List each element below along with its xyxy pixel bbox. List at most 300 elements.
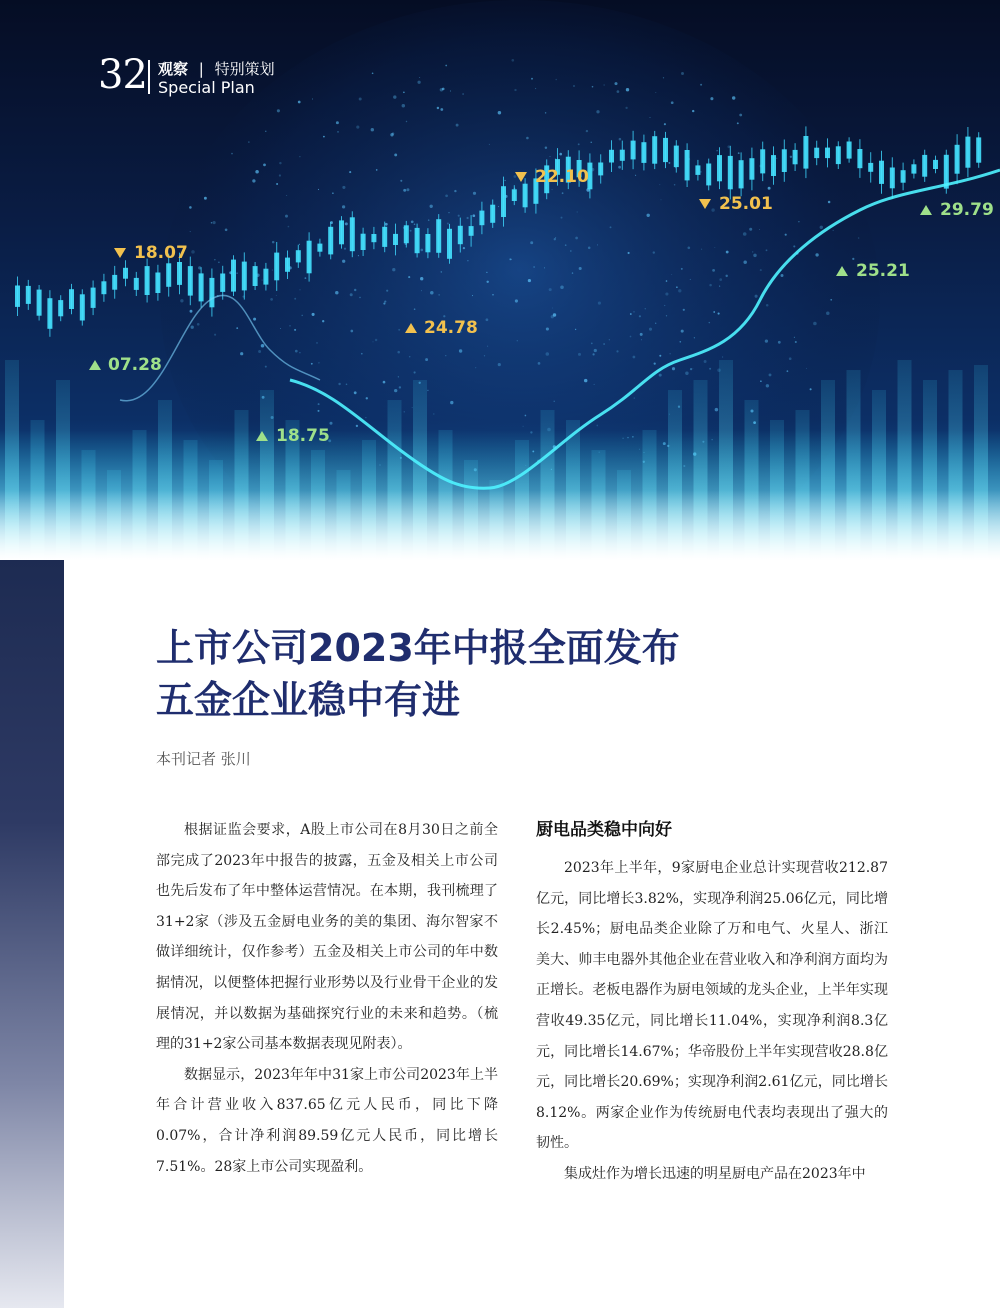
globe-dot <box>517 340 518 341</box>
globe-dot <box>428 219 430 221</box>
globe-dot <box>645 308 646 309</box>
globe-dot <box>311 363 313 365</box>
candle-body <box>469 226 474 236</box>
globe-dot <box>486 318 489 321</box>
globe-dot <box>218 261 220 263</box>
globe-dot <box>509 258 511 260</box>
globe-dot <box>433 413 434 414</box>
globe-dot <box>484 355 485 356</box>
globe-dot <box>402 104 405 107</box>
candle-body <box>976 137 981 162</box>
globe-dot <box>356 126 359 129</box>
globe-dot <box>486 272 487 273</box>
globe-dot <box>498 111 501 114</box>
globe-dot <box>332 192 334 194</box>
globe-dot <box>650 117 651 118</box>
globe-dot <box>668 162 670 164</box>
globe-dot <box>852 258 854 260</box>
candle-body <box>404 225 409 243</box>
globe-dot <box>263 164 266 167</box>
globe-dot <box>670 353 671 354</box>
globe-dot <box>681 330 684 333</box>
globe-dot <box>473 192 476 195</box>
globe-dot <box>298 101 301 104</box>
up-arrow-icon <box>89 360 101 370</box>
globe-dot <box>766 384 769 387</box>
globe-dot <box>322 320 324 322</box>
globe-dot <box>454 190 456 192</box>
globe-dot <box>515 299 518 302</box>
globe-dot <box>671 274 672 275</box>
globe-dot <box>190 231 191 232</box>
globe-dot <box>525 415 527 417</box>
price-label: 18.07 <box>134 243 188 263</box>
globe-dot <box>572 272 573 273</box>
article-title <box>156 622 680 726</box>
candle-body <box>760 149 765 173</box>
globe-dot <box>766 249 768 251</box>
candle-body <box>652 136 657 164</box>
globe-dot <box>591 343 593 345</box>
globe-dot <box>450 91 451 92</box>
candle-body <box>857 149 862 168</box>
candle-body <box>685 150 690 180</box>
globe-dot <box>641 339 642 340</box>
globe-dot <box>392 132 395 135</box>
globe-dot <box>526 137 529 140</box>
candle-body <box>296 250 301 262</box>
candle-body <box>80 294 85 320</box>
globe-dot <box>406 121 407 122</box>
globe-dot <box>755 295 758 298</box>
globe-dot <box>318 362 320 364</box>
globe-dot <box>787 370 789 372</box>
globe-dot <box>240 352 243 355</box>
globe-dot <box>596 425 598 427</box>
globe-dot <box>489 144 490 145</box>
globe-dot <box>487 346 488 347</box>
globe-dot <box>299 244 300 245</box>
globe-dot <box>671 101 674 104</box>
globe-dot <box>630 313 632 315</box>
globe-dot <box>594 384 595 385</box>
globe-dot <box>815 253 818 256</box>
globe-dot <box>440 108 443 111</box>
candle-body <box>37 290 42 316</box>
globe-dot <box>727 145 730 148</box>
candle-body <box>955 145 960 174</box>
globe-dot <box>603 343 605 345</box>
globe-dot <box>404 411 405 412</box>
globe-dot <box>584 379 587 382</box>
globe-dot <box>551 189 552 190</box>
globe-dot <box>760 269 762 271</box>
candle-body <box>749 158 754 180</box>
candle-body <box>717 155 722 181</box>
candle-body <box>231 260 236 292</box>
globe-dot <box>715 408 719 412</box>
hero-graphic <box>0 0 1000 560</box>
globe-dot <box>586 130 588 132</box>
globe-dot <box>743 260 746 263</box>
globe-dot <box>437 107 439 109</box>
article-byline: 本刊记者 张川 <box>156 750 251 768</box>
candle-body <box>134 278 139 290</box>
globe-dot <box>676 286 678 288</box>
candle-body <box>101 281 106 294</box>
globe-dot <box>626 88 629 91</box>
globe-dot <box>397 351 400 354</box>
globe-dot <box>781 274 784 277</box>
globe-dot <box>350 293 353 296</box>
article-title-line1: 上市公司2023年中报全面发布 <box>156 626 680 670</box>
globe-dot <box>349 171 351 173</box>
globe-dot <box>345 222 348 225</box>
globe-dot <box>753 254 756 257</box>
header-divider <box>148 60 150 94</box>
candle-body <box>706 164 711 186</box>
candle-body <box>155 273 160 294</box>
globe-dot <box>719 278 722 281</box>
globe-dot <box>312 313 315 316</box>
globe-dot <box>717 150 718 151</box>
globe-dot <box>371 128 374 131</box>
globe-dot <box>665 292 668 295</box>
globe-dot <box>337 131 338 132</box>
candle-body <box>69 289 74 309</box>
globe-dot <box>365 417 366 418</box>
globe-dot <box>191 250 195 254</box>
globe-dot <box>358 255 359 256</box>
globe-dot <box>301 315 303 317</box>
globe-dot <box>279 174 281 176</box>
globe-dot <box>561 217 563 219</box>
up-arrow-icon <box>920 205 932 215</box>
globe-dot <box>551 315 554 318</box>
globe-dot <box>759 229 760 230</box>
globe-dot <box>530 241 533 244</box>
candle-body <box>598 163 603 176</box>
globe-dot <box>701 249 702 250</box>
candle-body <box>523 184 528 208</box>
candle-body <box>609 150 614 163</box>
article-column-left <box>156 815 498 1182</box>
globe-dot <box>554 401 555 402</box>
globe-dot <box>628 252 630 254</box>
globe-dot <box>640 333 643 336</box>
globe-dot <box>261 344 265 348</box>
candle-body <box>501 186 506 217</box>
globe-dot <box>655 323 656 324</box>
globe-dot <box>294 298 296 300</box>
globe-dot <box>678 289 681 292</box>
candle-body <box>911 164 916 173</box>
globe-dot <box>555 79 557 81</box>
globe-dot <box>299 352 301 354</box>
globe-dot <box>768 187 771 190</box>
globe-dot <box>384 301 386 303</box>
globe-dot <box>304 277 306 279</box>
globe-dot <box>213 221 216 224</box>
globe-dot <box>272 241 275 244</box>
globe-dot <box>225 228 228 231</box>
candle-body <box>771 155 776 176</box>
globe-dot <box>549 288 552 291</box>
paragraph: 数据显示，2023年年中31家上市公司2023年上半年合计营业收入837.65亿元人民币，同比下降0.07%，合计净利润89.59亿元人民币，同比增长7.51%。28家上市公司实现盈利。 <box>156 1066 498 1175</box>
globe-dot <box>344 248 346 250</box>
globe-dot <box>252 179 255 182</box>
globe-dot <box>318 189 319 190</box>
globe-dot <box>354 391 357 394</box>
hero-fade <box>0 490 1000 560</box>
globe-dot <box>411 220 414 223</box>
candle-body <box>965 137 970 168</box>
globe-dot <box>265 131 266 132</box>
candle-body <box>674 146 679 168</box>
globe-dot <box>790 156 792 158</box>
globe-dot <box>546 352 550 356</box>
globe-dot <box>400 180 402 182</box>
globe-dot <box>655 92 656 93</box>
globe-dot <box>528 279 531 282</box>
globe-dot <box>338 383 340 385</box>
globe-dot <box>445 194 448 197</box>
candle-body <box>512 189 517 201</box>
candle-body <box>58 300 63 316</box>
globe-dot <box>810 388 812 390</box>
globe-dot <box>300 289 301 290</box>
globe-dot <box>258 350 261 353</box>
globe-dot <box>719 286 720 287</box>
paragraph: 2023年上半年，9家厨电企业总计实现营收212.87亿元，同比增长3.82%，实现净利润25.06亿元，同比增长2.45%；厨电品类企业除了万和电气、火星人、浙江美大、帅丰电器外其他企业在营业收入和净利润方面均为正增长。老板电器作为厨电领域的龙头企业，上半年实现营收49.35亿元，同比增长11.04%，实现净利润8.3亿元，同比增长14.67%；华帝股份上半年实现营收28.8亿元，同比增长20.69%；实现净利润2.61亿元，同比增长8.12%。两家企业作为传统厨电代表均表现出了强大的韧性。 <box>536 860 888 1152</box>
candle-body <box>361 234 366 250</box>
globe-dot <box>399 386 401 388</box>
globe-dot <box>646 214 649 217</box>
globe-dot <box>672 367 675 370</box>
candle-body <box>307 241 312 274</box>
globe-dot <box>236 327 238 329</box>
globe-dot <box>546 327 549 330</box>
candle-body <box>177 262 182 285</box>
globe-dot <box>409 356 410 357</box>
candle-body <box>901 170 906 183</box>
globe-dot <box>813 322 817 326</box>
article-column-right <box>536 815 888 1190</box>
globe-dot <box>441 271 443 273</box>
globe-dot <box>722 357 723 358</box>
globe-dot <box>236 272 238 274</box>
globe-dot <box>514 175 517 178</box>
candle-body <box>782 149 787 172</box>
globe-dot <box>467 217 469 219</box>
globe-dot <box>394 389 397 392</box>
globe-dot <box>575 237 578 240</box>
globe-dot <box>653 251 655 253</box>
side-strip <box>0 560 64 1308</box>
globe-dot <box>425 358 428 361</box>
hero-stock-chart-image <box>0 0 1000 560</box>
globe-dot <box>591 142 592 143</box>
globe-dot <box>666 315 667 316</box>
globe-dot <box>794 337 795 338</box>
globe-dot <box>725 275 727 277</box>
globe-dot <box>523 426 524 427</box>
globe-dot <box>659 374 662 377</box>
globe-dot <box>214 334 216 336</box>
section-english: Special Plan <box>158 78 255 97</box>
candle-body <box>879 161 884 184</box>
globe-dot <box>785 234 787 236</box>
globe-dot <box>766 304 769 307</box>
candle-body <box>382 227 387 247</box>
globe-dot <box>592 353 594 355</box>
globe-dot <box>248 142 249 143</box>
subsection-name: 特别策划 <box>214 60 275 78</box>
globe-dot <box>594 349 597 352</box>
globe-dot <box>359 98 362 101</box>
globe-dot <box>272 270 273 271</box>
price-label: 25.21 <box>856 261 910 281</box>
globe-dot <box>749 228 752 231</box>
globe-dot <box>317 410 319 412</box>
globe-dot <box>403 92 405 94</box>
globe-dot <box>617 90 620 93</box>
globe-dot <box>681 72 684 75</box>
globe-dot <box>533 266 535 268</box>
globe-dot <box>462 93 464 95</box>
globe-dot <box>535 88 536 89</box>
globe-dot <box>472 295 473 296</box>
candle-body <box>371 234 376 242</box>
globe-dot <box>421 290 422 291</box>
globe-dot <box>577 211 578 212</box>
globe-dot <box>414 371 416 373</box>
globe-dot <box>383 381 386 384</box>
globe-dot <box>417 81 420 84</box>
globe-dot <box>376 169 378 171</box>
globe-dot <box>294 329 296 331</box>
globe-dot <box>286 195 287 196</box>
globe-dot <box>276 183 278 185</box>
globe-dot <box>190 310 193 313</box>
globe-dot <box>289 325 290 326</box>
globe-dot <box>555 237 556 238</box>
globe-dot <box>285 215 288 218</box>
candle-body <box>15 286 20 307</box>
globe-dot <box>709 284 712 287</box>
globe-dot <box>570 250 572 252</box>
globe-dot <box>718 313 720 315</box>
globe-dot <box>710 97 713 100</box>
globe-dot <box>554 238 556 240</box>
globe-dot <box>592 86 594 88</box>
globe-dot <box>649 328 652 331</box>
globe-dot <box>375 339 377 341</box>
globe-dot <box>752 251 753 252</box>
paragraph: 集成灶作为增长迅速的明星厨电产品在2023年中 <box>564 1165 866 1182</box>
globe-dot <box>342 205 345 208</box>
globe-dot <box>414 224 416 226</box>
globe-dot <box>598 302 601 305</box>
globe-dot <box>711 208 714 211</box>
globe-dot <box>394 153 397 156</box>
globe-dot <box>385 223 388 226</box>
globe-dot <box>398 329 400 331</box>
globe-dot <box>211 222 213 224</box>
globe-dot <box>421 249 424 252</box>
globe-dot <box>833 230 834 231</box>
globe-dot <box>634 397 635 398</box>
globe-dot <box>408 276 410 278</box>
globe-dot <box>614 82 617 85</box>
candle-body <box>620 150 625 161</box>
globe-dot <box>549 156 550 157</box>
globe-dot <box>820 226 823 229</box>
globe-dot <box>472 214 475 217</box>
globe-dot <box>406 188 409 191</box>
candle-body <box>922 155 927 177</box>
globe-dot <box>214 259 215 260</box>
globe-dot <box>531 78 533 80</box>
globe-dot <box>276 295 277 296</box>
globe-dot <box>700 84 702 86</box>
globe-dot <box>704 360 707 363</box>
globe-dot <box>633 356 636 359</box>
globe-dot <box>398 376 399 377</box>
globe-dot <box>798 221 799 222</box>
globe-dot <box>255 170 259 174</box>
candle-body <box>263 269 268 285</box>
candle-body <box>814 148 819 158</box>
globe-dot <box>430 205 433 208</box>
globe-dot <box>630 336 632 338</box>
globe-dot <box>342 260 345 263</box>
globe-dot <box>350 330 353 333</box>
globe-dot <box>346 384 348 386</box>
globe-dot <box>681 268 683 270</box>
globe-dot <box>316 342 318 344</box>
candle-body <box>339 220 344 244</box>
globe-dot <box>830 299 832 301</box>
globe-dot <box>806 368 807 369</box>
candle-body <box>209 278 214 307</box>
candle-body <box>933 160 938 169</box>
section-name: 观察 <box>158 60 189 78</box>
globe-dot <box>366 397 368 399</box>
globe-dot <box>789 357 792 360</box>
globe-dot <box>778 341 781 344</box>
globe-dot <box>675 167 676 168</box>
candle-body <box>490 205 495 223</box>
globe-dot <box>765 339 768 342</box>
globe-dot <box>498 363 501 366</box>
candle-body <box>641 142 646 163</box>
globe-dot <box>625 107 627 109</box>
price-label: 25.01 <box>719 194 773 214</box>
globe-dot <box>456 124 459 127</box>
globe-dot <box>265 366 267 368</box>
globe-dot <box>336 121 339 124</box>
globe-dot <box>559 153 562 156</box>
globe-dot <box>419 77 420 78</box>
globe-dot <box>420 277 423 280</box>
globe-dot <box>610 226 612 228</box>
candle-body <box>328 227 333 255</box>
globe-dot <box>372 72 374 74</box>
globe-dot <box>739 114 742 117</box>
globe-dot <box>661 199 662 200</box>
globe-dot <box>654 362 656 364</box>
